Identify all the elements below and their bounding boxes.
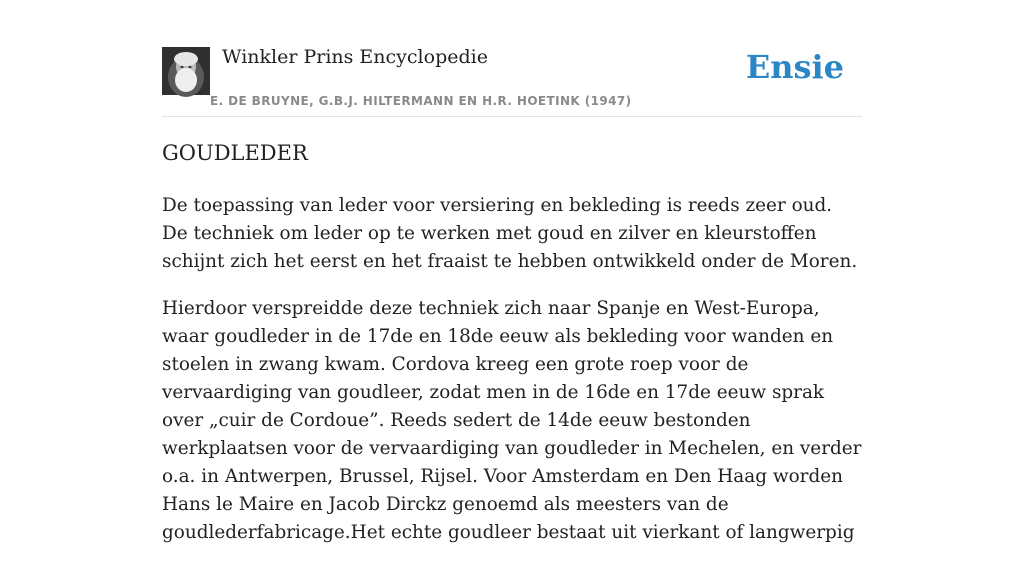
article-paragraph: De toepassing van leder voor versiering en bekleding is reeds zeer oud. De techniek om leder op te werken met goud en zilver en kleurstoffen schijnt zich het eerst en het fraaist te hebben ontwikkeld onder de Moren. — [162, 195, 858, 272]
ensie-logo-link[interactable]: Ensie — [745, 48, 844, 86]
book-header — [162, 0, 862, 117]
author-avatar[interactable] — [162, 47, 210, 95]
page-container — [162, 0, 862, 543]
article-body — [162, 192, 862, 566]
book-title[interactable]: Winkler Prins Encyclopedie — [222, 46, 488, 68]
book-authors: E. DE BRUYNE, G.B.J. HILTERMANN EN H.R. HOETINK (1947) — [210, 94, 632, 108]
entry-title: GOUDLEDER — [162, 141, 308, 165]
portrait-image — [162, 47, 210, 95]
article-paragraph: Hierdoor verspreidde deze techniek zich naar Spanje en West-Europa, waar goudleder in de 17de en 18de eeuw als bekleding voor wanden en stoelen in zwang kwam. Cordova kreeg een grote roep voor de vervaardiging van goudleer, zodat men in de 16de en 17de eeuw sprak over „cuir de Cordoue”. Reeds sedert de 14de eeuw bestonden werkplaatsen voor de vervaardiging van goudleder in Mechelen, en verder o.a. in Antwerpen, Brussel, Rijsel. Voor Amsterdam en Den Haag worden Hans le Maire en Jacob Dirckz genoemd als meesters van de goudlederfabricage.Het echte goudleer bestaat uit vierkant of langwerpig — [162, 298, 862, 543]
